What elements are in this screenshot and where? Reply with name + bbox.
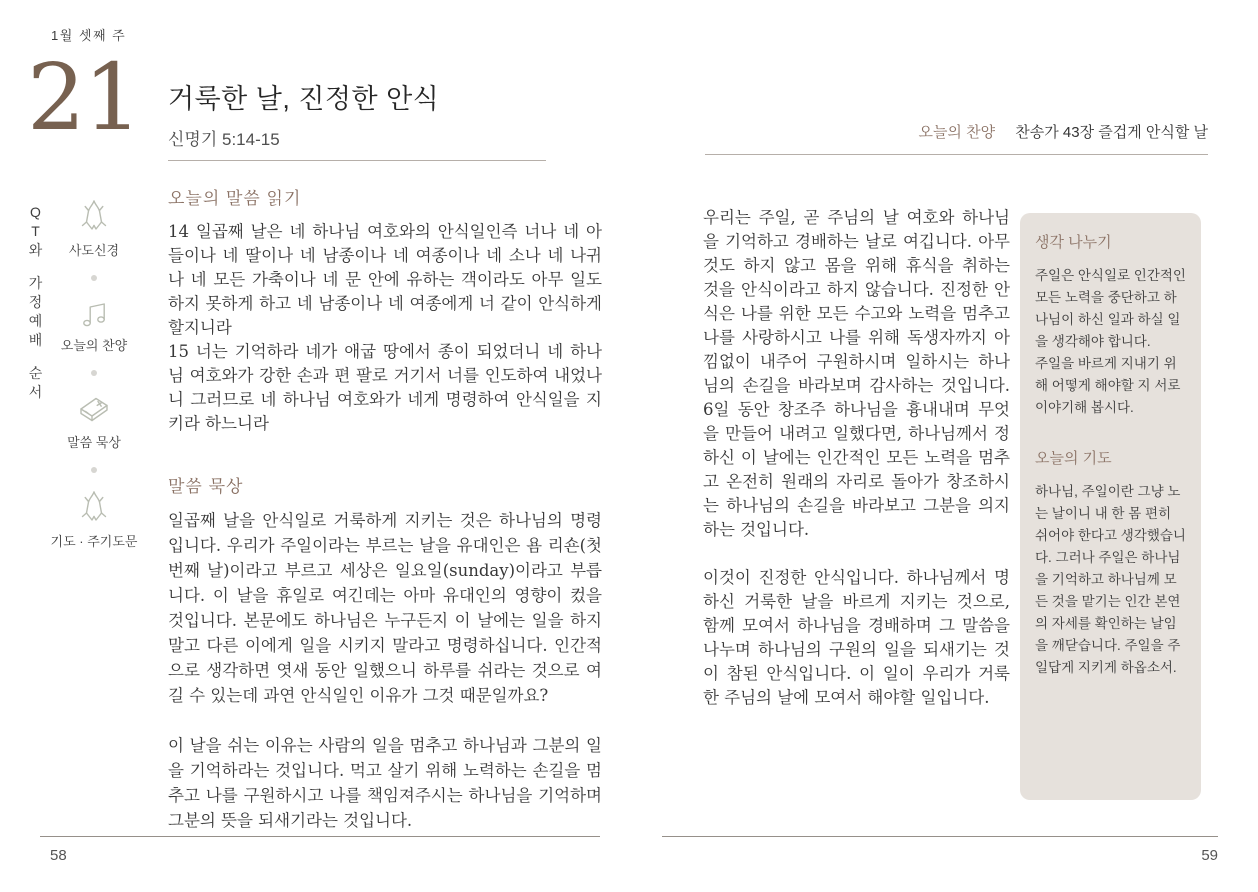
praying-hands-icon — [77, 489, 111, 527]
verse-14: 14 일곱째 날은 네 하나님 여호와의 안식일인즉 너나 네 아들이나 네 딸이나 네 남종이나 네 여종이나 네 소나 네 나귀나 네 모든 가축이나 네 문 안에 유하는 객이라도 아무 일도 하지 못하게 하고 네 남종이나 네 여종에게 너 같이 안식하게 할지니라 — [168, 222, 602, 337]
title-divider — [168, 160, 546, 161]
hymn-divider — [705, 154, 1208, 155]
hymn-title: 찬송가 43장 즐겁게 안식할 날 — [1015, 124, 1208, 141]
rite-item-meditation — [67, 392, 121, 451]
hymn-label: 오늘의 찬양 — [918, 124, 996, 141]
prayer-text: 하나님, 주일이란 그냥 노는 날이니 내 한 몸 편히 쉬어야 한다고 생각했습니다. 그러나 주일은 하나님을 기억하고 하나님께 모든 것을 맡기는 인간 본연의 자세를 확인하는 날임을 깨닫습니다. 주일을 주일답게 지키게 하옵소서. — [1035, 484, 1186, 675]
share-text: 주일을 바르게 지내기 위해 어떻게 해야할 지 서로 이야기해 봅시다. — [1035, 356, 1181, 415]
music-notes-icon — [78, 297, 110, 331]
vertical-label-part: 가정예배 — [28, 275, 43, 348]
meditation-paragraph: 일곱째 날을 안식일로 거룩하게 지키는 것은 하나님의 명령입니다. 우리가 주일이라는 부르는 날을 유대인은 욤 리숀(첫 번째 날)이라고 부르고 세상은 일요일(sunday)이라고 부릅니다. 이 날을 휴일로 여긴데는 아마 유대인의 영향이 컸을 것입니다. 본문에도 하나님은 누구든지 이 날에는 일을 하지 말고 다른 이에게 일을 시키지 말라고 명령하십니다. 인간적으로 생각하면 엿새 동안 일했으니 하루를 쉬라는 것으로 여길 수 있는데 과연 안식일인 이유가 그것 때문일까요? — [168, 511, 602, 705]
rite-item-prayer — [51, 489, 138, 550]
rite-label: 사도신경 — [68, 243, 120, 258]
body-paragraph: 우리는 주일, 곧 주님의 날 여호와 하나님을 기억하고 경배하는 날로 여깁니다. 아무것도 하지 않고 몸을 위해 휴식을 취하는 것을 안식이라고 하지 않습니다. 진정한 안식은 나를 위한 모든 수고와 노력을 멈추고 나를 사랑하시고 나를 위해 독생자까지 아낌없이 내주어 구원하시며 일하시는 하나님의 손길을 바라보며 감사하는 것입니다. 6일 동안 창조주 하나님을 흉내내며 무엇을 만들어 내려고 일했다면, 하나님께서 정하신 이 날에는 인간적인 모든 노력을 멈추고 온전히 원래의 자리로 돌아가 창조하시는 하나님의 손길을 바라보고 그분을 의지하는 것입니다. — [703, 208, 1010, 539]
rite-label: 오늘의 찬양 — [60, 338, 128, 353]
left-page-body — [168, 184, 602, 833]
day-number: 21 — [27, 44, 141, 151]
meditation-text — [168, 508, 602, 833]
left-page-number: 58 — [50, 847, 67, 864]
dot-separator — [91, 467, 97, 473]
rite-label: 기도 · 주기도문 — [50, 534, 138, 549]
scripture-text — [168, 220, 602, 436]
page-title: 거룩한 날, 진정한 안식 — [168, 84, 440, 114]
praying-hands-icon — [77, 198, 111, 236]
right-page-body — [703, 206, 1010, 710]
hymn-header — [705, 121, 1208, 142]
title-block — [168, 77, 439, 150]
worship-order-column — [36, 198, 152, 550]
right-footer-rule — [662, 836, 1218, 837]
week-label: 1월 셋째 주 — [51, 28, 127, 43]
left-footer-rule — [40, 836, 600, 837]
reading-section-heading: 오늘의 말씀 읽기 — [168, 189, 302, 208]
rite-item-hymn — [61, 297, 127, 354]
dot-separator — [91, 370, 97, 376]
vertical-label-part: 순서 — [28, 365, 43, 400]
meditation-paragraph: 이 날을 쉬는 이유는 사람의 일을 멈추고 하나님과 그분의 일을 기억하라는 것입니다. 먹고 살기 위해 노력하는 손길을 멈추고 나를 구원하시고 나를 책임져주시는 하나님을 기억하며 그분의 뜻을 되새기라는 것입니다. — [168, 736, 602, 830]
share-text: 주일은 안식일로 인간적인 모든 노력을 중단하고 하나님이 하신 일과 하실 일을 생각해야 합니다. — [1035, 268, 1186, 349]
dot-separator — [91, 275, 97, 281]
body-paragraph: 이것이 진정한 안식입니다. 하나님께서 명하신 거룩한 날을 바르게 지키는 것으로, 함께 모여서 하나님을 경배하며 그 말씀을 나누며 하나님의 구원의 일을 되새기는 것이 참된 안식입니다. 이 일이 우리가 거룩한 주님의 날에 모여서 해야할 일입니다. — [703, 568, 1010, 707]
verse-15: 15 너는 기억하라 네가 애굽 땅에서 종이 되었더니 네 하나님 여호와가 강한 손과 편 팔로 거기서 너를 인도하여 내었나니 그러므로 네 하나님 여호와가 네게 명령하여 안식일을 지키라 하느니라 — [168, 342, 602, 433]
meditation-section-heading: 말씀 묵상 — [168, 477, 244, 496]
share-heading: 생각 나누기 — [1035, 234, 1112, 251]
bible-book-icon — [73, 392, 115, 428]
discussion-prayer-box — [1020, 213, 1201, 800]
right-page-number: 59 — [1201, 847, 1218, 864]
scripture-reference: 신명기 5:14-15 — [168, 130, 280, 149]
rite-label: 말씀 묵상 — [67, 435, 121, 450]
vertical-label-part: QT와 — [28, 204, 43, 258]
rite-item-apostles-creed — [69, 198, 119, 259]
prayer-heading: 오늘의 기도 — [1035, 450, 1112, 467]
